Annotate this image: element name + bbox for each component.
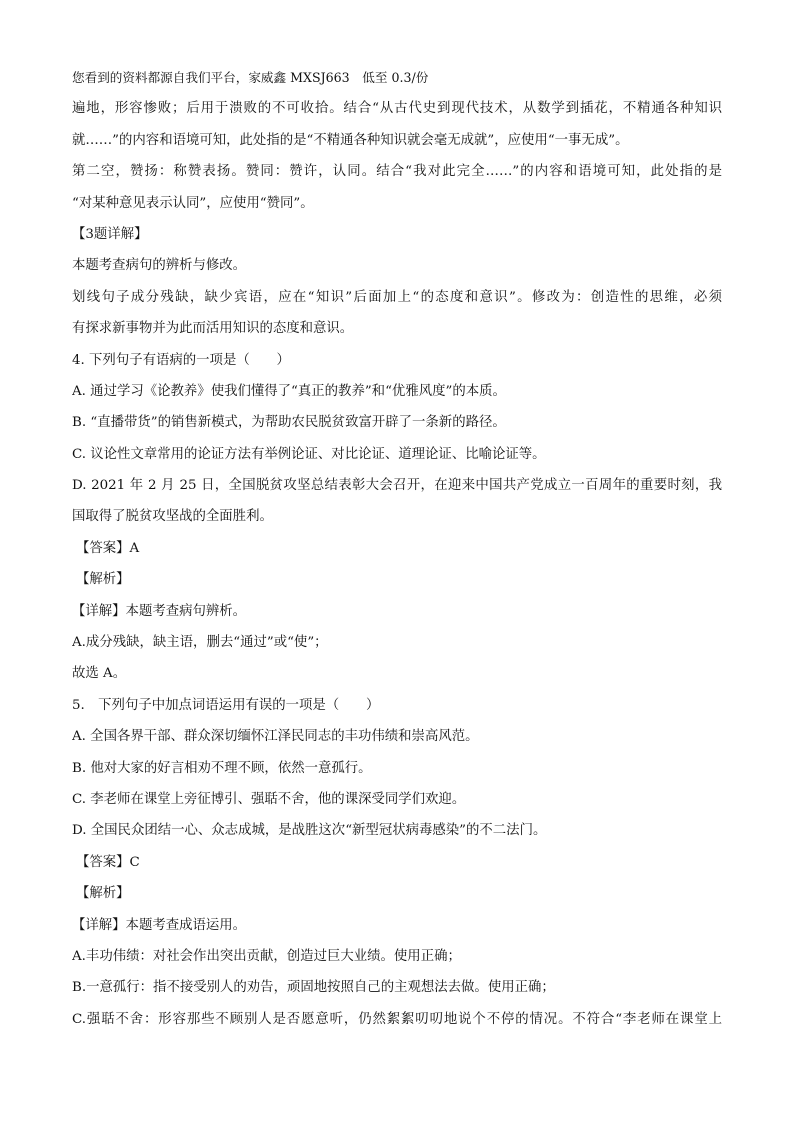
document-page bbox=[72, 62, 722, 1035]
option-d: D. 全国民众团结一心、众志成城，是战胜这次“新型冠状病毒感染”的不二法门。 bbox=[72, 823, 547, 839]
analysis-tag: 【解析】 bbox=[76, 886, 130, 902]
paragraph-line: 有探求新事物并为此而活用知识的态度和意识。 bbox=[72, 321, 354, 337]
paragraph-line: 本题考查病句的辨析与修改。 bbox=[72, 258, 247, 274]
paragraph-line: 遍地，形容惨败；后用于溃败的不可收拾。结合“从古代史到现代技术，从数学到插花，不精通各种知识 bbox=[72, 101, 722, 117]
paragraph-line: 就……”的内容和语境可知，此处指的是“不精通各种知识就会毫无成就”，应使用“一事无成”。 bbox=[72, 132, 629, 148]
detail-line: 【详解】本题考查病句辨析。 bbox=[72, 603, 247, 619]
paragraph-line: A.丰功伟绩：对社会作出突出贡献，创造过巨大业绩。使用正确； bbox=[72, 948, 461, 964]
question-stem: 4. 下列句子有语病的一项是（ ） bbox=[72, 352, 290, 368]
option-d: D. 2021 年 2 月 25 日，全国脱贫攻坚总结表彰大会召开，在迎来中国共产党成立一百周年的重要时刻，我 bbox=[72, 478, 722, 494]
paragraph-line: B.一意孤行：指不接受别人的劝告，顽固地按照自己的主观想法去做。使用正确； bbox=[72, 980, 555, 996]
section-heading: 【3题详解】 bbox=[72, 226, 148, 242]
option-a: A. 通过学习《论教养》使我们懂得了“真正的教养”和“优雅风度”的本质。 bbox=[72, 383, 506, 399]
answer-tag: 【答案】A bbox=[76, 540, 140, 556]
question-stem: 5. 下列句子中加点词语运用有误的一项是（ ） bbox=[72, 697, 380, 713]
paragraph-line: “对某种意见表示认同”，应使用“赞同”。 bbox=[72, 195, 314, 211]
answer-tag: 【答案】C bbox=[76, 854, 140, 870]
option-a: A. 全国各界干部、群众深切缅怀江泽民同志的丰功伟绩和崇高风范。 bbox=[72, 729, 479, 745]
header-notice: 您看到的资料都源自我们平台，家威鑫 MXSJ663 低至 0.3/份 bbox=[72, 70, 429, 85]
option-b: B. “直播带货”的销售新模式，为帮助农民脱贫致富开辟了一条新的路径。 bbox=[72, 415, 506, 431]
paragraph-line: 划线句子成分残缺，缺少宾语，应在“知识”后面加上“的态度和意识”。修改为：创造性的思维，必须 bbox=[72, 289, 722, 305]
detail-line: 【详解】本题考查成语运用。 bbox=[72, 917, 247, 933]
option-c: C. 李老师在课堂上旁征博引、强聒不舍，他的课深受同学们欢迎。 bbox=[72, 791, 466, 807]
option-b: B. 他对大家的好言相劝不理不顾，依然一意孤行。 bbox=[72, 760, 372, 776]
option-d-continued: 国取得了脱贫攻坚战的全面胜利。 bbox=[72, 509, 273, 525]
analysis-tag: 【解析】 bbox=[76, 572, 130, 588]
paragraph-line: 第二空，赞扬：称赞表扬。赞同：赞许，认同。结合“我对此完全……”的内容和语境可知，此处指的是 bbox=[72, 164, 722, 180]
option-c: C. 议论性文章常用的论证方法有举例论证、对比论证、道理论证、比喻论证等。 bbox=[72, 446, 546, 462]
paragraph-line: C.强聒不舍：形容那些不顾别人是否愿意听，仍然絮絮叨叨地说个不停的情况。不符合“李老师在课堂上 bbox=[72, 1011, 722, 1027]
paragraph-line: 故选 A。 bbox=[72, 666, 127, 682]
paragraph-line: A.成分残缺，缺主语，删去“通过”或“使”； bbox=[72, 635, 328, 651]
